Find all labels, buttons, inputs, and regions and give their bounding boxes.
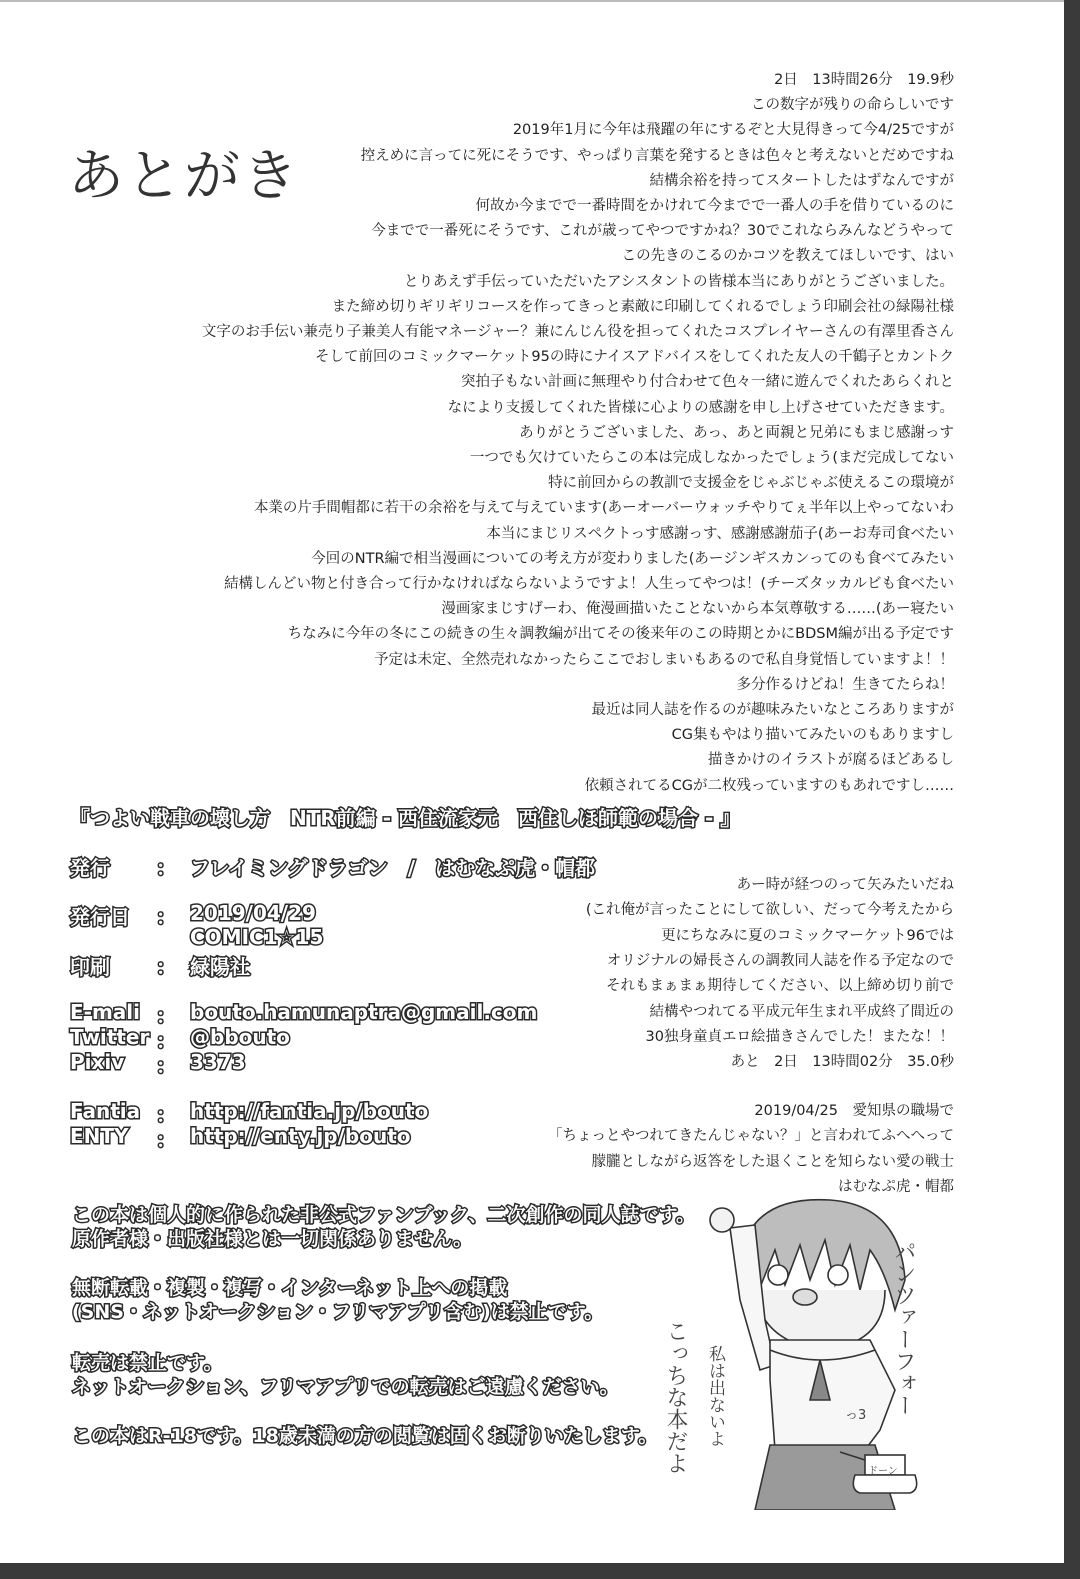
disclaimer-line: 原作者様・出版社様とは一切関係ありません。 <box>72 1228 473 1250</box>
afterword-line: とりあえず手伝っていただいたアシスタントの皆様本当にありがとうございました。 <box>404 273 954 290</box>
afterword-line: また締め切りギリギリコースを作ってきっと素敵に印刷してくれるでしょう印刷会社の緑陽社様 <box>331 298 954 315</box>
signature-line: 2019/04/25 愛知県の職場で <box>754 1103 954 1119</box>
afterword-line: なにより支援してくれた皆様に心よりの感謝を申し上げさせていただきます。 <box>447 399 954 416</box>
afterword-line: 2019年1月に今年は飛躍の年にするぞと大見得きって今4/25ですが <box>512 122 954 139</box>
separator: ： <box>156 856 176 880</box>
handwritten-sound: っ3 <box>845 1408 867 1423</box>
disclaimer-line: この本はR-18です。18歳未満の方の閲覧は固くお断りいたします。 <box>72 1425 658 1447</box>
afterword-heading: あとがき <box>68 144 300 209</box>
afterword-line: 結構しんどい物と付き合って行かなければならないようですよ！人生ってやつは！(チーズタッカルビも食べたい <box>224 576 954 592</box>
afterword-line: 漫画家まじすげーわ、俺漫画描いたことないから本気尊敬する……(あー寝たい <box>441 601 954 618</box>
afterword-line: ありがとうございました、あっ、あと両親と兄弟にもまじ感謝っす <box>519 424 954 441</box>
twitter-value: @bbouto <box>190 1025 290 1049</box>
afterword-line: 一つでも欠けていたらこの本は完成しなかったでしょう(まだ完成してない <box>469 450 954 466</box>
disclaimer-line: この本は個人的に作られた非公式ファンブック、二次創作の同人誌です。 <box>72 1204 696 1226</box>
disclaimer-line: 無断転載・複製・複写・インターネット上への掲載 <box>72 1277 508 1299</box>
closing-line: それもまぁまぁ期待してください、以上締め切り前で <box>606 978 954 995</box>
separator: ： <box>156 905 176 929</box>
handwritten-panzer-vor: パンツァーフォー <box>891 1240 916 1416</box>
afterword-line: 多分作るけどね！生きてたらね！ <box>736 676 954 693</box>
afterword-line: 依頼されてるCGが二枚残っていますのもあれですし…… <box>584 777 954 794</box>
email-label: E-mali <box>70 1000 141 1024</box>
date-label: 発行日 <box>70 905 130 929</box>
email-value: bouto.hamunaptra@gmail.com <box>190 1000 538 1024</box>
scan-bottom-border <box>0 1563 1080 1579</box>
closing-line: あと 2日 13時間02分 35.0秒 <box>730 1054 954 1071</box>
afterword-line: 本当にまじリスペクトっす感謝っす、感謝感謝茄子(あーお寿司食べたい <box>486 525 954 542</box>
enty-label: ENTY <box>70 1124 129 1148</box>
separator: ： <box>156 1054 176 1078</box>
afterword-line: 何故か今までで一番時間をかけれて今までで一番人の手を借りているのに <box>475 198 954 214</box>
afterword-line: 予定は未定、全然売れなかったらここでおしまいもあるので私自身覚悟していますよ！！ <box>374 651 954 668</box>
fantia-value: http://fantia.jp/bouto <box>190 1099 429 1123</box>
signature-line: 朦朧としながら返答をした退くことを知らない愛の戦士 <box>591 1153 954 1170</box>
scan-right-border <box>1064 0 1080 1579</box>
date-value: 2019/04/29 <box>190 901 316 925</box>
enty-value: http://enty.jp/bouto <box>190 1124 411 1148</box>
afterword-line: 本業の片手間帽都に若干の余裕を与えて与えています(あーオーバーウォッチやりてぇ半年以上やってないわ <box>253 500 954 517</box>
closing-line: (これ俺が言ったことにして欲しい、だって今考えたから <box>585 902 954 919</box>
publisher-value: フレイミングドラゴン / はむなぷ虎・帽都 <box>190 856 596 880</box>
afterword-line: 文字のお手伝い兼売り子兼美人有能マネージャー？兼にんじん役を担ってくれたコスプレイヤーさんの有澤里香さん <box>201 324 954 340</box>
handwritten-kocchi: こっちな本だよ <box>663 1320 688 1474</box>
afterword-line: 描きかけのイラストが腐るほどあるし <box>707 752 954 769</box>
event-value: COMIC1☆15 <box>190 925 324 949</box>
afterword-line: 2日 13時間26分 19.9秒 <box>774 72 954 88</box>
closing-line: あー時が経つのって矢みたいだね <box>736 877 954 893</box>
closing-line: 結構やつれてる平成元年生まれ平成終了間近の <box>649 1003 954 1020</box>
afterword-line: 突拍子もない計画に無理やり付合わせて色々一緒に遊んでくれたあらくれと <box>461 374 954 391</box>
afterword-line: ちなみに今年の冬にこの続きの生々調教編が出てその後来年のこの時期とかにBDSM編が出る予定です <box>287 626 954 643</box>
disclaimer-line: ネットオークション、フリマアプリでの転売はご遠慮ください。 <box>72 1376 619 1398</box>
printer-label: 印刷 <box>70 955 110 979</box>
signature-line: 「ちょっとやつれてきたんじゃない？」と言われてふへへって <box>548 1128 954 1145</box>
closing-line: 更にちなみに夏のコミックマーケット96では <box>661 927 954 944</box>
afterword-line: そして前回のコミックマーケット95の時にナイスアドバイスをしてくれた友人の千鶴子とカントク <box>314 349 954 366</box>
afterword-line: 特に前回からの教訓で支援金をじゃぶじゃぶ使えるこの環境が <box>548 475 954 492</box>
signature-line: はむなぷ虎・帽都 <box>838 1178 954 1195</box>
afterword-line: 控えめに言ってに死にそうです、やっぱり言葉を発するときは色々と考えないとだめですね <box>360 147 954 164</box>
page-top-edge <box>0 0 1064 2</box>
afterword-line: この数字が残りの命らしいです <box>751 97 954 114</box>
twitter-label: Twitter <box>70 1025 150 1049</box>
book-title: 『つよい戦車の壊し方 NTR前編 - 西住流家元 西住しほ師範の場合 - 』 <box>70 806 741 830</box>
pixiv-value: 3373 <box>190 1050 246 1074</box>
handwritten-doon: ドーン <box>868 1466 898 1477</box>
separator: ： <box>156 1029 176 1053</box>
afterword-line: CG集もやはり描いてみたいのもありますし <box>671 727 954 744</box>
handwritten-watashi: 私は出ないよ <box>705 1345 725 1447</box>
publisher-label: 発行 <box>70 856 110 880</box>
closing-line: 30独身童貞エロ絵描きさんでした！またな！！ <box>645 1028 954 1045</box>
afterword-line: 結構余裕を持ってスタートしたはずなんですが <box>649 172 954 189</box>
afterword-line: 今回のNTR編で相当漫画についての考え方が変わりました(あージンギスカンってのも食べてみたい <box>311 550 954 567</box>
printer-value: 緑陽社 <box>190 955 250 979</box>
separator: ： <box>156 955 176 979</box>
separator: ： <box>156 1004 176 1028</box>
afterword-line: この先きのこるのかコツを教えてほしいです、はい <box>621 248 954 265</box>
closing-line: オリジナルの婦長さんの調教同人誌を作る予定なので <box>606 952 954 969</box>
separator: ： <box>156 1103 176 1127</box>
afterword-line: 最近は同人誌を作るのが趣味みたいなところありますが <box>591 702 954 718</box>
fantia-label: Fantia <box>70 1099 141 1123</box>
disclaimer-line: (SNS・ネットオークション・フリマアプリ含む)は禁止です。 <box>72 1301 604 1323</box>
afterword-line: 今までで一番死にそうです、これが歳ってやつですかね？30でこれならみんなどうやって <box>371 223 954 240</box>
pixiv-label: Pixiv <box>70 1050 125 1074</box>
separator: ： <box>156 1128 176 1152</box>
disclaimer-line: 転売は禁止です。 <box>72 1352 223 1374</box>
